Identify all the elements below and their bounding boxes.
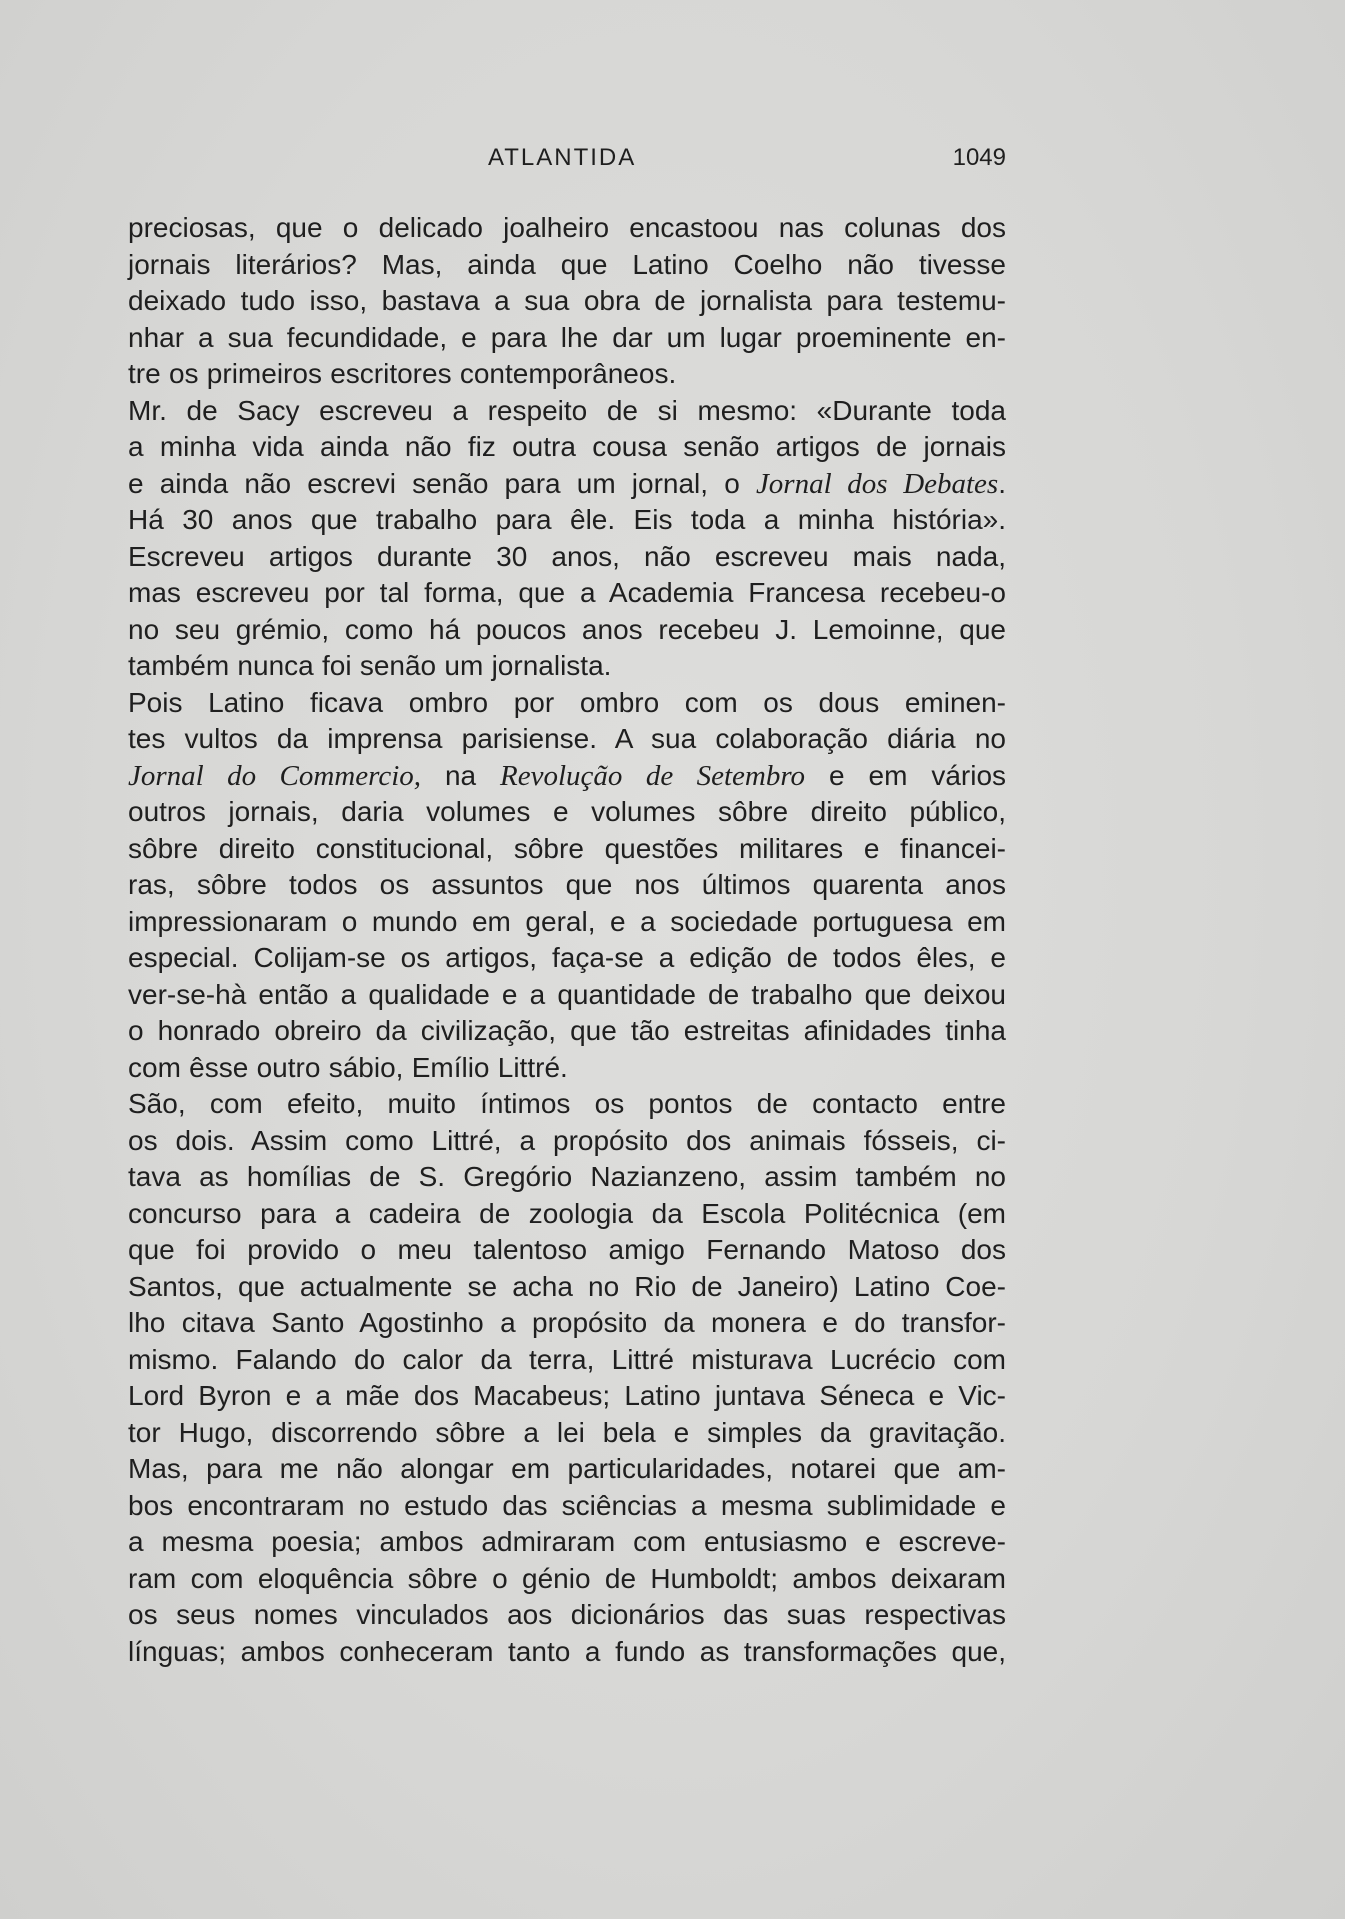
text-segment: Há 30 anos que trabalho para êle. Eis toda a minha história». [128,504,1006,535]
text-line [128,1269,1006,1306]
text-segment: Escreveu artigos durante 30 anos, não escreveu mais nada, [128,540,1006,572]
text-line [128,356,1006,393]
text-line [128,1086,1006,1123]
text-line [128,210,1006,247]
text-line [128,1488,1006,1525]
italic-title: Revolução de Setembro [500,759,806,792]
text-line [128,685,1006,722]
text-segment: Pois Latino ficava ombro por ombro com os dous eminen- [128,686,1006,718]
text-segment: os seus nomes vinculados aos dicionários das suas respectivas [128,1599,1006,1630]
text-segment: os dois. Assim como Littré, a propósito dos animais fósseis, ci- [128,1124,1006,1156]
text-segment: também nunca foi senão um jornalista. [128,650,612,681]
text-line [128,831,1006,868]
text-segment: sôbre direito constitucional, sôbre questões militares e financei- [128,832,1006,864]
text-line [128,612,1006,649]
text-line [128,758,1006,795]
text-segment: a minha vida ainda não fiz outra cousa senão artigos de jornais [128,431,1006,462]
body-text [128,210,1006,1670]
text-line [128,1342,1006,1379]
text-segment: impressionaram o mundo em geral, e a sociedade portuguesa em [128,905,1006,937]
italic-title: Jornal dos Debates [755,467,999,500]
text-line [128,1597,1006,1634]
text-segment: tes vultos da imprensa parisiense. A sua colaboração diária no [128,723,1006,754]
text-segment: outros jornais, daria volumes e volumes sôbre direito público, [128,796,1006,827]
text-line [128,977,1006,1014]
text-segment: que foi provido o meu talentoso amigo Fernando Matoso dos [128,1234,1006,1265]
text-segment: no seu grémio, como há poucos anos recebeu J. Lemoinne, que [128,613,1006,645]
text-line [128,283,1006,320]
text-line [128,721,1006,758]
text-segment: deixado tudo isso, bastava a sua obra de jornalista para testemu- [128,285,1006,316]
text-segment: o honrado obreiro da civilização, que tão estreitas afinidades tinha [128,1015,1006,1046]
text-line [128,940,1006,977]
text-segment: e em vários [805,759,1007,791]
text-line [128,794,1006,831]
text-segment: na [421,759,501,791]
text-line [128,1561,1006,1598]
text-segment: ras, sôbre todos os assuntos que nos últimos quarenta anos [128,869,1006,900]
text-line [128,539,1006,576]
italic-title: Jornal do Commercio, [128,759,422,792]
text-segment: com êsse outro sábio, Emílio Littré. [128,1051,568,1083]
text-line [128,904,1006,941]
text-segment: lho citava Santo Agostinho a propósito da monera e do transfor- [128,1307,1006,1338]
text-segment: Lord Byron e a mãe dos Macabeus; Latino juntava Séneca e Vic- [128,1380,1006,1411]
text-line [128,1050,1006,1087]
text-segment: tre os primeiros escritores contemporâneos. [128,358,677,389]
text-line [128,648,1006,685]
text-segment: ver-se-hà então a qualidade e a quantidade de trabalho que deixou [128,978,1006,1010]
text-line [128,320,1006,357]
text-segment: a mesma poesia; ambos admiraram com entusiasmo e escreve- [128,1526,1006,1557]
page-number: 1049 [952,144,1006,171]
running-title: ATLANTIDA [488,144,637,171]
text-line [128,466,1006,503]
text-segment: mismo. Falando do calor da terra, Littré misturava Lucrécio com [128,1343,1006,1375]
text-segment: preciosas, que o delicado joalheiro encastoou nas colunas dos [128,212,1006,243]
text-line [128,1196,1006,1233]
text-line [128,502,1006,539]
text-line [128,867,1006,904]
text-line [128,1524,1006,1561]
text-line [128,1232,1006,1269]
text-segment: Mas, para me não alongar em particularidades, notarei que am- [128,1453,1006,1484]
text-segment: . [998,467,1006,499]
text-line [128,1634,1006,1671]
text-segment: jornais literários? Mas, ainda que Latino Coelho não tivesse [128,248,1006,280]
text-line [128,1378,1006,1415]
text-segment: e ainda não escrevi senão para um jornal, o [128,467,756,499]
text-segment: Santos, que actualmente se acha no Rio de Janeiro) Latino Coe- [128,1270,1006,1302]
text-line [128,1159,1006,1196]
text-segment: línguas; ambos conheceram tanto a fundo as transformações que, [128,1635,1006,1667]
text-line [128,1123,1006,1160]
text-segment: nhar a sua fecundidade, e para lhe dar um lugar proeminente en- [128,321,1006,353]
text-line [128,1305,1006,1342]
text-segment: mas escreveu por tal forma, que a Academia Francesa recebeu-o [128,577,1006,608]
text-line [128,247,1006,284]
text-segment: tava as homílias de S. Gregório Nazianzeno, assim também no [128,1161,1006,1192]
text-line [128,1013,1006,1050]
text-line [128,575,1006,612]
text-line [128,1451,1006,1488]
text-segment: São, com efeito, muito íntimos os pontos de contacto entre [128,1088,1006,1119]
text-segment: ram com eloquência sôbre o génio de Humboldt; ambos deixaram [128,1562,1006,1594]
text-segment: Mr. de Sacy escreveu a respeito de si mesmo: «Durante toda [128,394,1006,426]
text-line [128,429,1006,466]
text-segment: concurso para a cadeira de zoologia da Escola Politécnica (em [128,1197,1006,1229]
text-line [128,1415,1006,1452]
text-segment: bos encontraram no estudo das sciências a mesma sublimidade e [128,1489,1006,1521]
text-segment: tor Hugo, discorrendo sôbre a lei bela e simples da gravitação. [128,1416,1006,1448]
text-line [128,393,1006,430]
page-header [128,144,1006,172]
text-segment: especial. Colijam-se os artigos, faça-se a edição de todos êles, e [128,942,1006,973]
